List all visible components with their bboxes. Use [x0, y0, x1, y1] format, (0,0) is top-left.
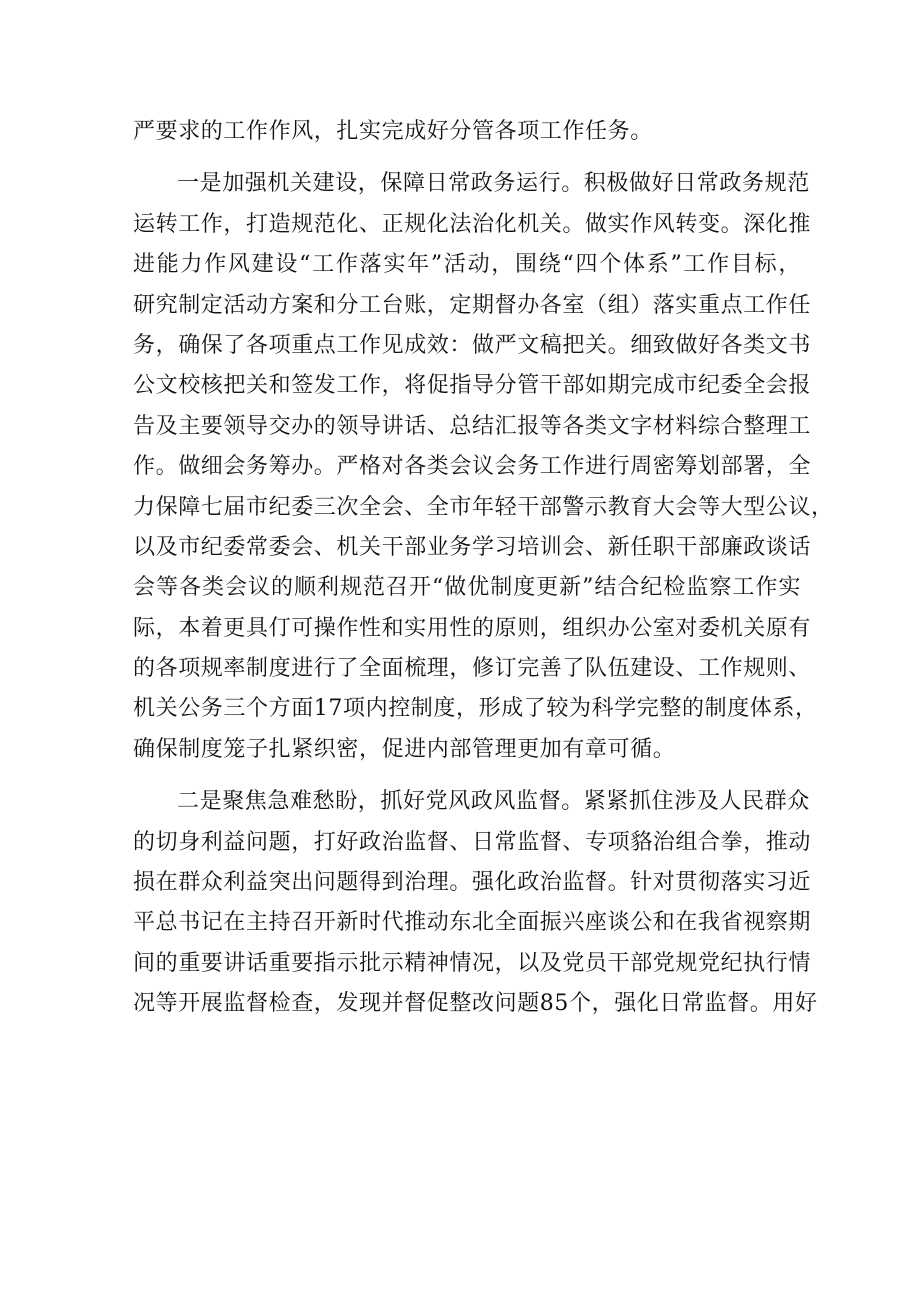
text-line: 确保制度笼子扎紧织密，促进内部管理更加有章可循。 [133, 736, 676, 762]
text-line: 研究制定活动方案和分工台账，定期督办各室（组）落实重点工作任 [133, 292, 812, 318]
paragraph-3 [133, 782, 818, 1024]
text-line: 告及主要领导交办的领导讲话、总结汇报等各类文字材料综合整理工 [133, 413, 812, 439]
text-line: 公文校核把关和签发工作，将促指导分管干部如期完成市纪委全会报 [133, 373, 812, 399]
paragraph-1 [133, 112, 801, 152]
text-line: 力保障七届市纪委三次全会、全市年轻干部警示教育大会等大型公议， [133, 494, 834, 520]
text-line: 损在群众利益突出问题得到治理。强化政治监督。针对贯彻落实习近 [133, 870, 812, 896]
text-line: 会等各类会议的顺利规范召开“做优制度更新”结合纪检监察工作实 [133, 575, 801, 601]
text-line: 以及市纪委常委会、机关干部业务学习培训会、新任职干部廉政谈话 [133, 534, 812, 560]
text-line: 务，确保了各项重点工作见成效：做严文稿把关。细致做好各类文书 [133, 332, 812, 358]
document-body [133, 112, 834, 1025]
text-line: 间的重要讲话重要指示批示精神情况，以及党员干部党规党纪执行情 [133, 950, 812, 976]
text-line: 作。做细会务筹办。严格对各类会议会务工作进行周密筹划部署，全 [133, 454, 812, 480]
text-line: 的切身利益问题，打好政治监督、日常监督、专项貉治组合拳，推动 [133, 829, 812, 855]
text-line: 进能力作风建设“工作落实年”活动，围绕“四个体系”工作目标， [133, 252, 801, 278]
text-line: 一是加强机关建设，保障日常政务运行。积极做好日常政务规范 [177, 171, 810, 197]
text-line: 运转工作，打造规范化、正规化法治化机关。做实作风转变。深化推 [133, 211, 812, 237]
text-line: 严要求的工作作风，扎实完成好分管各项工作任务。 [133, 119, 653, 144]
text-line: 的各项规率制度进行了全面梳理，修订完善了队伍建设、工作规则、 [133, 656, 812, 682]
text-line: 机关公务三个方面17项内控制度，形成了较为科学完整的制度体系， [133, 696, 818, 722]
text-line: 平总书记在主持召开新时代推动东北全面振兴座谈公和在我省视察期 [133, 910, 812, 936]
text-line: 二是聚焦急难愁盼，抓好党风政风监督。紧紧抓住涉及人民群众 [177, 789, 810, 815]
text-line: 况等开展监督检查，发现并督促整改问题85个，强化日常监督。用好 [133, 991, 818, 1017]
paragraph-2 [133, 164, 834, 770]
text-line: 际，本着更具仃可操作性和实用性的原则，组织办公室对委机关原有 [133, 615, 812, 641]
